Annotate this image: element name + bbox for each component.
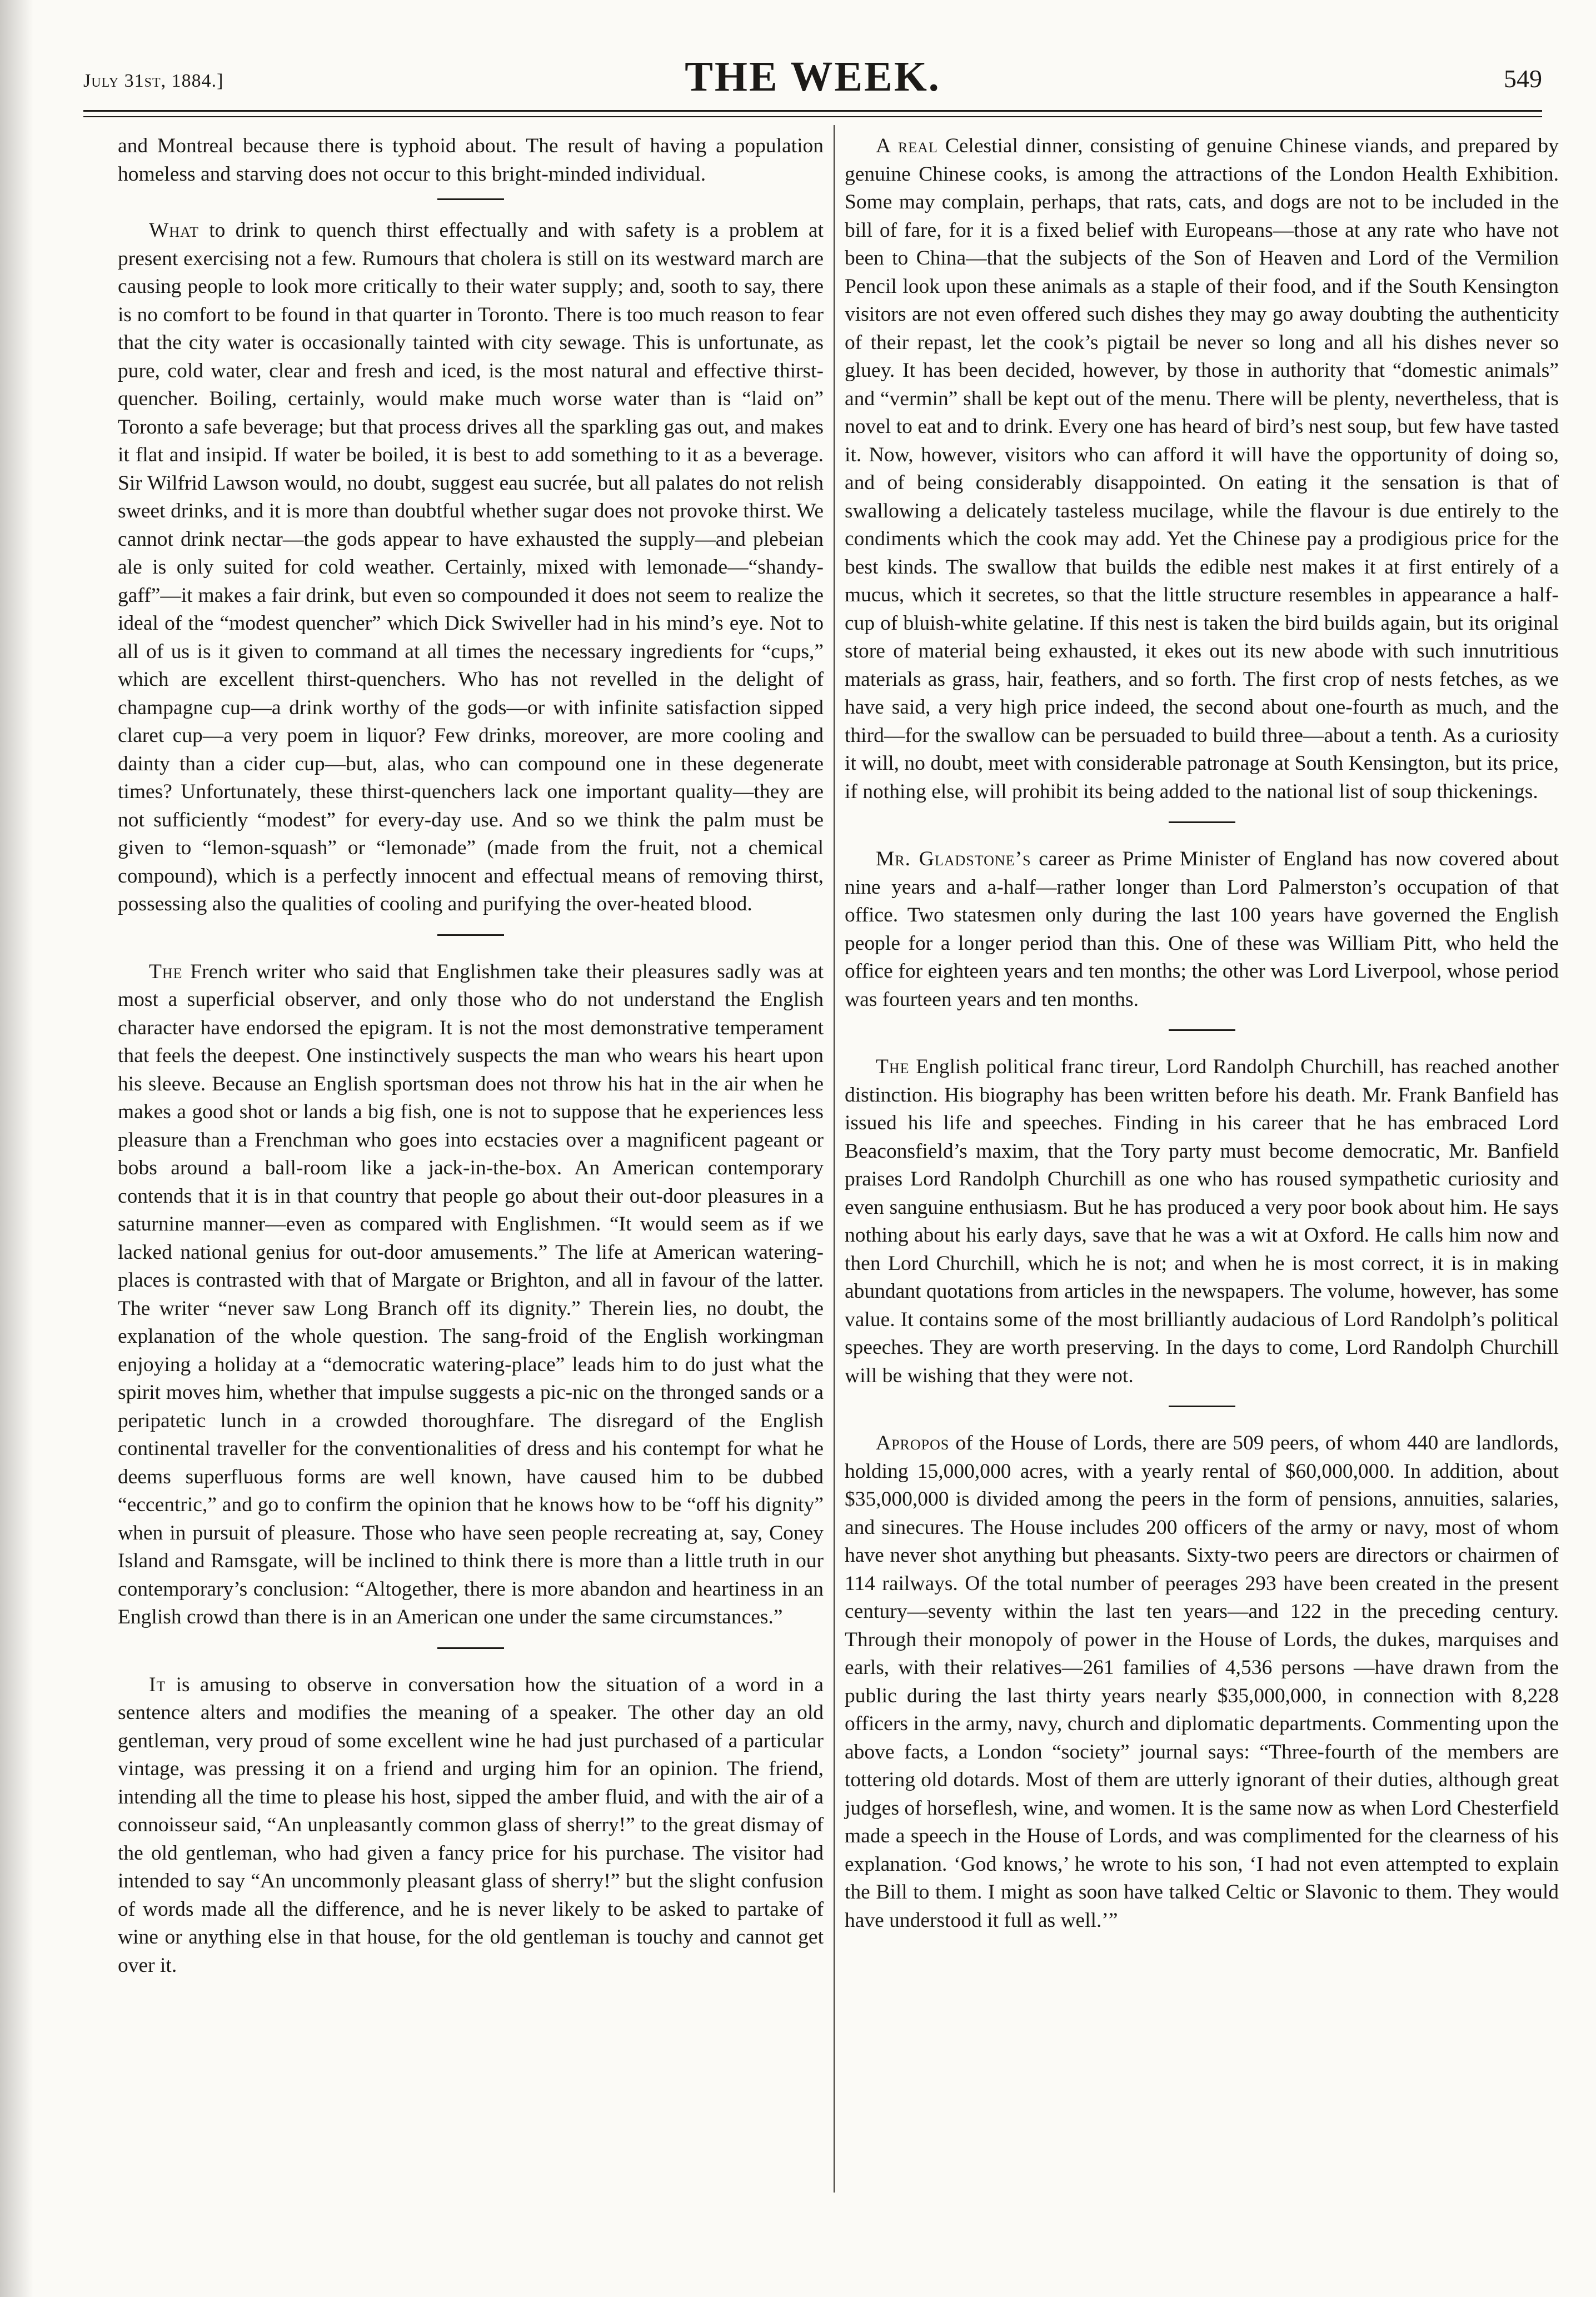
section-separator bbox=[1169, 1406, 1235, 1407]
header-rule bbox=[83, 110, 1542, 117]
article-house-of-lords bbox=[845, 1429, 1559, 1935]
issue-date: July 31st, 1884.] bbox=[83, 71, 224, 91]
article-typhoid-end: and Montreal because there is typhoid about. The result of having a population homeless and starving does not occur to this bright-minded individual. bbox=[118, 134, 824, 186]
article-thirst bbox=[118, 217, 824, 919]
section-separator bbox=[1169, 1029, 1235, 1031]
masthead-title: THE WEEK. bbox=[685, 53, 941, 100]
article-body: French writer who said that Englishmen take their pleasures sadly was at most a superficial observer, and only those who do not understand the English character have endorsed the epigram. It is not the most demonstrative temperament that feels the deepest. One instinctively suspects the man who wears his heart upon his sleeve. Because an English sportsman does not throw his hat in the air when he makes a good shot or lands a big fish, one is not to suppose that he experiences less pleasure than a Frenchman who goes into ecstacies over a magnificent pageant or bobs around a ball-room like a jack-in-the-box. An American contemporary contends that it is in that country that people go about their out-door pleasures in a saturnine manner—even as compared with Englishmen. “It would seem as if we lacked national genius for out-door amusements.” The life at American watering-places is contrasted with that of Margate or Brighton, and all in favour of the latter. The writer “never saw Long Branch off its dignity.” Therein lies, no doubt, the explanation of the whole question. The sang-froid of the English workingman enjoying a holiday at a “democratic watering-place” leads him to do just what the spirit moves him, whether that impulse suggests a pic-nic on the thronged sands or a peripatetic lunch in a crowded thoroughfare. The disregard of the English continental traveller for the conventionalities of dress and his contempt for what he deems superfluous forms are well known, have caused him to be dubbed “eccentric,” and go to confirm the opinion that he knows how to be “off his dignity” when in pursuit of pleasure. Those who have seen people recreating at, say, Coney Island and Ramsgate, will be inclined to think there is more than a little truth in our contemporary’s conclusion: “Altogether, there is more abandon and heartiness in an English crowd than there is in an American one under the same circumstances.” bbox=[118, 960, 824, 1628]
right-column bbox=[845, 132, 1559, 1935]
section-separator bbox=[437, 198, 504, 200]
article-english-pleasures bbox=[118, 958, 824, 1632]
page-edge-shadow bbox=[0, 0, 33, 2297]
page-header bbox=[83, 53, 1542, 114]
column-divider bbox=[834, 125, 835, 2193]
article-celestial-dinner bbox=[845, 132, 1559, 806]
article-lead-word: What bbox=[149, 219, 199, 242]
article-lead-word: The bbox=[149, 960, 183, 983]
article-body: is amusing to observe in conversation how the situation of a word in a sentence alters and modifies the meaning of a speaker. The other day an old gentleman, very proud of some excellent wine he had just purchased of a particular vintage, was pressing it on a friend and urging him for an opinion. The friend, intending all the time to please his host, sipped the amber fluid, and with the air of a connoisseur said, “An unpleasantly common glass of sherry!” to the great dismay of the old gentleman, who had given a fancy price for his purchase. The visitor had intended to say “An uncommonly pleasant glass of sherry!” but the slight confusion of words made all the difference, and he is never likely to be asked to partake of wine or anything else in that house, for the old gentleman is touchy and cannot get over it. bbox=[118, 1673, 824, 1977]
article-body: career as Prime Minister of England has now covered about nine years and a-half—rather longer than Lord Palmerston’s occupation of that office. Two statesmen only during the last 100 years have governed the English people for a longer period than this. One of these was William Pitt, who held the office for eighteen years and ten months; the other was Lord Liverpool, whose period was fourteen years and ten months. bbox=[845, 848, 1559, 1011]
article-randolph-churchill bbox=[845, 1053, 1559, 1390]
article-lead-word: The bbox=[876, 1055, 910, 1078]
article-body: English political franc tireur, Lord Randolph Churchill, has reached another distinction. His biography has been written before his death. Mr. Frank Banfield has issued his life and speeches. Finding in his career that he has embraced Lord Beaconsfield’s maxim, that the Tory party must become democratic, Mr. Banfield praises Lord Randolph Churchill as one who has roused sympathetic curiosity and even sanguine enthusiasm. But he has produced a very poor book about him. He says nothing about his early days, save that he was a wit at Oxford. He calls him now and then Lord Churchill, which he is not; and when he is most correct, it is in making abundant quotations from articles in the newspapers. The volume, however, has some value. It contains some of the most brilliantly audacious of Lord Randolph’s political speeches. They are worth preserving. In the days to come, Lord Randolph Churchill will be wishing that they were not. bbox=[845, 1055, 1559, 1387]
article-body: to drink to quench thirst effectually and with safety is a problem at present exercising not a few. Rumours that cholera is still on its westward march are causing people to look more critically to their water supply; and, sooth to say, there is no comfort to be found in that quarter in Toronto. There is too much reason to fear that the city water is occasionally tainted with city sewage. This is unfortunate, as pure, cold water, clear and fresh and iced, is the most natural and effective thirst-quencher. Boiling, certainly, would make much worse water than is “laid on” Toronto a safe beverage; but that process drives all the sparkling gas out, and makes it flat and insipid. If water be boiled, it is best to add something to it as a beverage. Sir Wilfrid Lawson would, no doubt, suggest eau sucrée, but all palates do not relish sweet drinks, and it is more than doubtful whether sugar does not provoke thirst. We cannot drink nectar—the gods appear to have exhausted the supply—and plebeian ale is only suited for cold weather. Certainly, mixed with lemonade—“shandy-gaff”—it makes a fair drink, but even so compounded it does not seem to realize the ideal of the “modest quencher” which Dick Swiveller had in his mind’s eye. Not to all of us is it given to command at all times the necessary ingredients for “cups,” which are excellent thirst-quenchers. Who has not revelled in the delight of champagne cup—a drink worthy of the gods—or with infinite satisfaction sipped claret cup—a very poem in liquor? Few drinks, moreover, are more cooling and dainty than a cider cup—but, alas, who can compound one in these degenerate times? Unfortunately, these thirst-quenchers lack one important quality—they are not sufficiently “modest” for every-day use. And so we think the palm must be given to “lemon-squash” or “lemonade” (made from the fruit, not a chemical compound), which is a perfectly innocent and effectual means of removing thirst, possessing also the qualities of cooling and purifying the over-heated blood. bbox=[118, 219, 824, 915]
article-sherry bbox=[118, 1671, 824, 1980]
left-column bbox=[118, 132, 824, 1980]
article-lead-word: It bbox=[149, 1673, 166, 1696]
article-lead-word: Mr. Gladstone’s bbox=[876, 848, 1031, 870]
section-separator bbox=[437, 934, 504, 936]
article-body: Celestial dinner, consisting of genuine Chinese viands, and prepared by genuine Chinese cooks, is among the attractions of the London Health Exhibition. Some may complain, perhaps, that rats, cats, and dogs are not to be included in the bill of fare, for it is a fixed belief with Europeans—those at any rate who have not been to China—that the subjects of the Son of Heaven and Lord of the Vermilion Pencil look upon these animals as a staple of their food, and if the South Kensington visitors are not even offered such dishes they may go away doubting the authenticity of their repast, let the cook’s pigtail be never so long and all his dishes never so gluey. It has been decided, however, by those in authority that “domestic animals” and “vermin” shall be kept out of the menu. There will be plenty, nevertheless, that is novel to eat and to drink. Every one has heard of bird’s nest soup, but few have tasted it. Now, however, visitors who can afford it will have the opportunity of doing so, and of being considerably disappointed. On eating it the sensation is that of swallowing a delicately tasteless mucilage, while the flavour is due entirely to the condiments which the cook may add. Yet the Chinese pay a prodigious price for the best kinds. The swallow that builds the edible nest makes it at first entirely of a mucus, which it secretes, so that the little structure resembles in appearance a half-cup of bluish-white gelatine. If this nest is taken the bird builds again, but its original store of material being exhausted, it ekes out its new abode with such innutritious materials as grass, hair, feathers, and so forth. The first crop of nests fetches, as we have said, a very high price indeed, the second about one-fourth as much, and the third—for the swallow can be persuaded to build three—about a tenth. As a curiosity it will, no doubt, meet with considerable patronage at South Kensington, but its price, if nothing else, will prohibit its being added to the national list of soup thickenings. bbox=[845, 134, 1559, 803]
article-lead-word: Apropos bbox=[876, 1432, 950, 1454]
article-body: of the House of Lords, there are 509 peers, of whom 440 are landlords, holding 15,000,000 acres, with a yearly rental of $60,000,000. In addition, about $35,000,000 is divided among the peers in the form of pensions, annuities, salaries, and sinecures. The House includes 200 officers of the army or navy, most of whom have never shot anything but pheasants. Sixty-two peers are directors or chairmen of 114 railways. Of the total number of peerages 293 have been created in the present century—seventy within the last ten years—and 122 in the preceding century. Through their monopoly of power in the House of Lords, the dukes, marquises and earls, with their relatives—261 families of 4,536 persons —have drawn from the public during the last thirty years nearly $35,000,000, in connection with 8,228 officers in the army, navy, church and diplomatic departments. Commenting upon the above facts, a London “society” journal says: “Three-fourth of the members are tottering old dotards. Most of them are utterly ignorant of their duties, although great judges of horseflesh, wine, and women. It is the same now as when Lord Chesterfield made a speech in the House of Lords, and was complimented for the clearness of his explanation. ‘God knows,’ he wrote to his son, ‘I had not even attempted to explain the Bill to them. I might as soon have talked Celtic or Slavonic to them. They would have understood it full as well.’” bbox=[845, 1432, 1559, 1932]
page-number: 549 bbox=[1504, 64, 1542, 93]
article-lead-word: A real bbox=[876, 134, 938, 157]
section-separator bbox=[437, 1647, 504, 1649]
article-gladstone bbox=[845, 845, 1559, 1014]
section-separator bbox=[1169, 821, 1235, 823]
